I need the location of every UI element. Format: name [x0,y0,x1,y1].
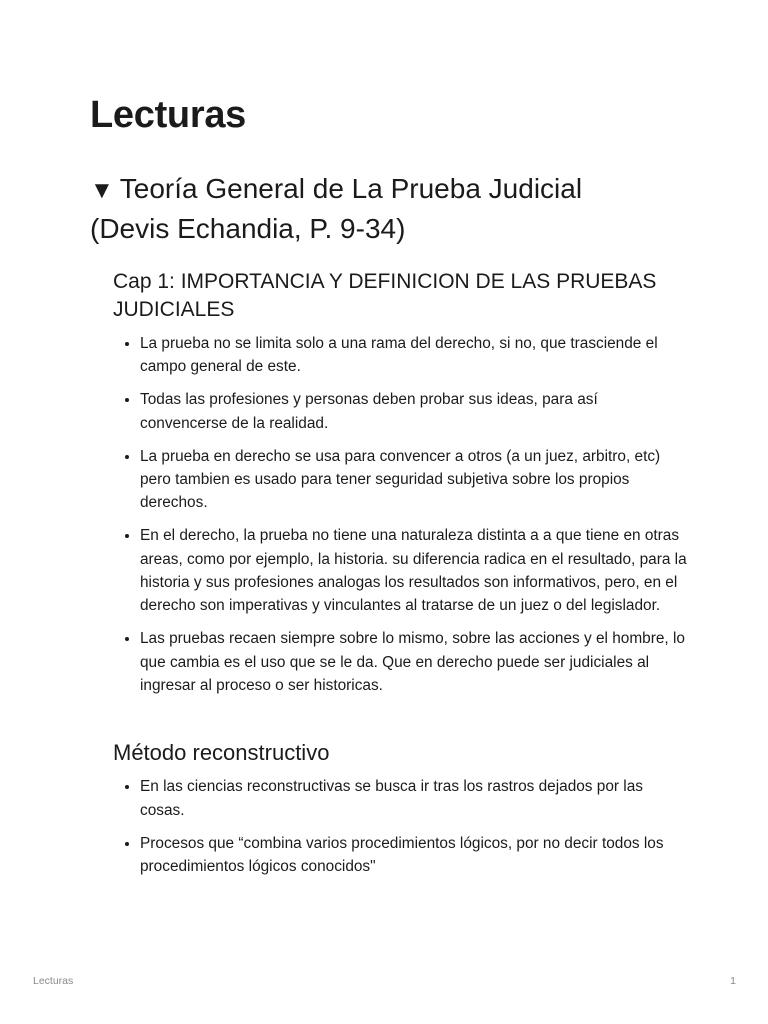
toggle-triangle-icon[interactable]: ▼ [90,177,114,204]
section-heading: Cap 1: IMPORTANCIA Y DEFINICION DE LAS PRUEBAS JUDICIALES [113,270,657,321]
page-title: Lecturas [90,94,247,136]
bullet-list [113,332,688,697]
list-item: • La prueba no se limita solo a una rama del derecho, si no, que trasciende el campo general de este. [140,332,688,379]
section-importancia [113,268,688,697]
toggle-heading[interactable] [90,170,690,248]
page-number: 1 [730,975,736,987]
list-item: • En el derecho, la prueba no tiene una naturaleza distinta a a que tiene en otras areas, como por ejemplo, la historia. su diferencia radica en el resultado, para la historia y sus profesiones analogas los resultados son informativos, pero, en el derecho son imperativas y vinculantes al tratarse de un juez o del legislador. [140,524,688,617]
list-item: • Procesos que “combina varios procedimientos lógicos, por no decir todos los procedimientos lógicos conocidos" [140,832,688,879]
toggle-heading-line1: Teoría General de La Prueba Judicial [119,173,583,204]
list-item: • En las ciencias reconstructivas se busca ir tras los rastros dejados por las cosas. [140,775,688,822]
list-item: • La prueba en derecho se usa para convencer a otros (a un juez, arbitro, etc) pero tambien es usado para tener seguridad subjetiva sobre los propios derechos. [140,445,688,515]
footer-title: Lecturas [33,975,74,987]
section-heading: Método reconstructivo [113,740,330,766]
section-metodo-reconstructivo [113,739,688,878]
toggle-content [113,268,688,888]
list-item: • Las pruebas recaen siempre sobre lo mismo, sobre las acciones y el hombre, lo que cambia es el uso que se le da. Que en derecho puede ser judiciales al ingresar al proceso o ser historicas. [140,627,688,697]
list-item: • Todas las profesiones y personas deben probar sus ideas, para así convencerse de la realidad. [140,388,688,435]
bullet-list [113,775,688,878]
toggle-heading-line2: (Devis Echandia, P. 9-34) [90,213,406,244]
